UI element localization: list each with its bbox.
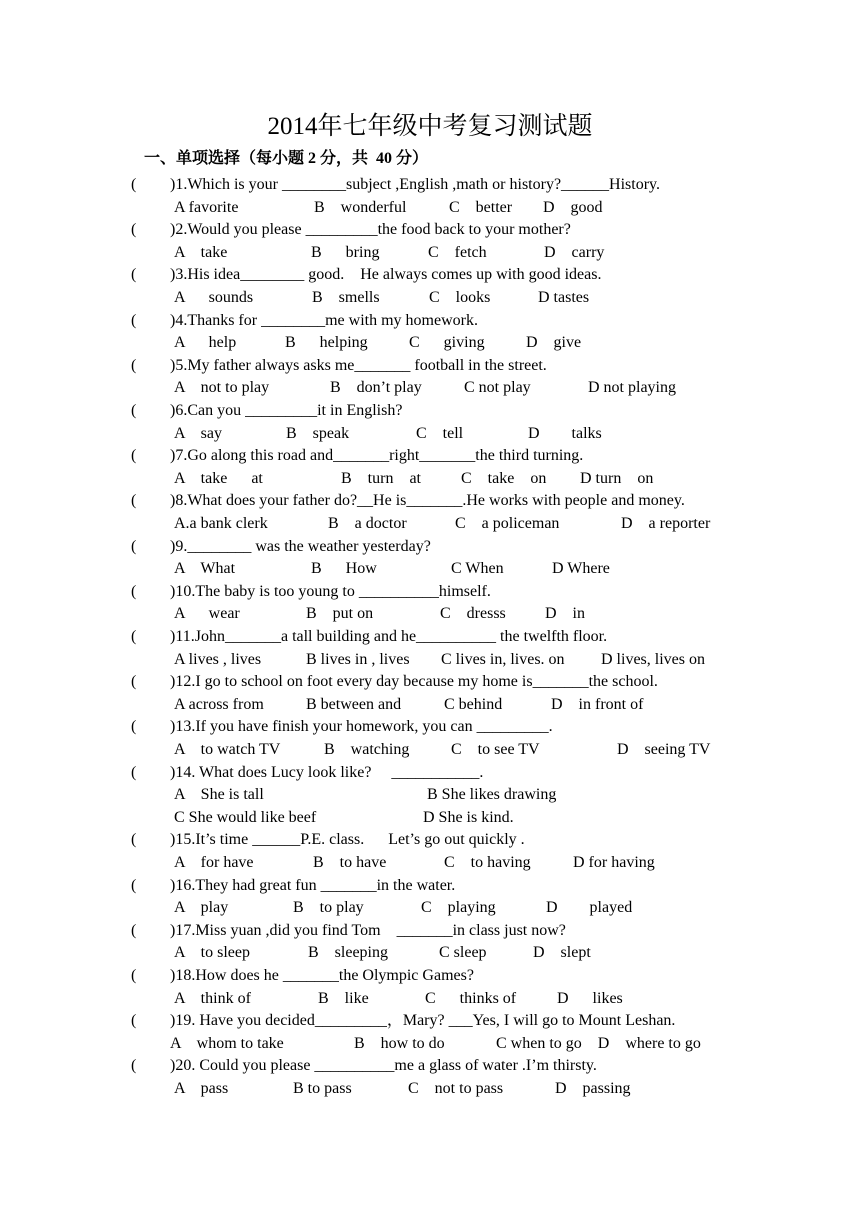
answer-bracket: (	[131, 718, 137, 736]
answer-option: D in	[545, 605, 585, 623]
answer-bracket: (	[131, 1057, 137, 1075]
question-stem: )19. Have you decided_________，Mary? ___Yes, I will go to Mount Leshan.	[170, 1012, 676, 1030]
answer-option: A What	[174, 560, 236, 578]
options-line	[0, 739, 860, 761]
answer-option: A pass	[174, 1080, 229, 1097]
question-stem: )18.How does he _______the Olympic Games?	[170, 967, 474, 984]
answer-option: D slept	[533, 944, 591, 962]
answer-option: C looks	[429, 289, 491, 306]
answer-option: C She would like beef	[174, 808, 317, 826]
question-line	[0, 219, 860, 241]
question-line	[0, 581, 860, 603]
answer-option: A take	[174, 243, 228, 261]
answer-bracket: (	[131, 492, 137, 510]
question-line	[0, 626, 860, 648]
question-line	[0, 310, 860, 332]
answer-bracket: (	[131, 876, 137, 894]
question-line	[0, 762, 860, 784]
question-line	[0, 174, 860, 196]
answer-option: B wonderful	[314, 198, 407, 216]
answer-bracket: (	[131, 266, 137, 284]
question-stem: )16.They had great fun _______in the water.	[170, 876, 456, 894]
question-stem: )15.It’s time ______P.E. class. Let’s go out quickly .	[170, 831, 525, 849]
answer-option: C lives in, lives. on	[441, 650, 565, 668]
answer-option: B She likes drawing	[427, 786, 557, 804]
answer-option: A help	[174, 334, 237, 352]
answer-option: C When	[451, 560, 504, 578]
answer-option: C a policeman	[455, 515, 560, 532]
answer-bracket: (	[131, 967, 137, 984]
question-line	[0, 965, 860, 987]
answer-option: D turn on	[580, 469, 654, 487]
page-title: 2014年七年级中考复习测试题	[267, 113, 593, 140]
answer-option: A across from	[174, 695, 264, 713]
answer-option: A not to play	[174, 379, 270, 397]
options-line	[0, 332, 860, 354]
answer-option: D passing	[555, 1080, 631, 1097]
answer-option: C playing	[421, 899, 496, 917]
answer-option: B lives in , lives	[306, 650, 410, 668]
answer-option: C when to go D where to go	[496, 1034, 701, 1052]
answer-option: A She is tall	[174, 786, 264, 804]
answer-bracket: (	[131, 582, 137, 600]
options-line	[0, 603, 860, 625]
answer-option: D good	[543, 198, 603, 216]
question-line	[0, 355, 860, 377]
answer-option: C sleep	[439, 944, 487, 962]
answer-option: C tell	[416, 424, 464, 442]
answer-option: B to have	[313, 854, 387, 871]
answer-bracket: (	[131, 402, 137, 419]
answer-option: C thinks of	[425, 989, 517, 1007]
options-line	[0, 468, 860, 490]
answer-option: A.a bank clerk	[174, 515, 268, 532]
answer-option: A take at	[174, 469, 263, 487]
question-line	[0, 445, 860, 467]
answer-option: D Where	[552, 560, 610, 578]
answer-option: D likes	[557, 989, 623, 1007]
answer-bracket: (	[131, 831, 137, 849]
options-line	[0, 988, 860, 1010]
answer-option: D seeing TV	[617, 741, 711, 758]
answer-option: D a reporter	[621, 515, 711, 532]
answer-option: D played	[546, 899, 633, 917]
answer-bracket: (	[131, 921, 137, 939]
answer-option: B put on	[306, 605, 374, 623]
answer-bracket: (	[131, 1012, 137, 1030]
answer-bracket: (	[131, 311, 137, 329]
answer-option: D in front of	[551, 695, 644, 713]
answer-option: B to pass	[293, 1080, 352, 1097]
answer-option: B bring	[311, 243, 380, 261]
question-line	[0, 671, 860, 693]
options-line	[0, 287, 860, 309]
answer-bracket: (	[131, 447, 137, 465]
options-line	[0, 242, 860, 264]
question-stem: )12.I go to school on foot every day because my home is_______the school.	[170, 673, 658, 691]
question-line	[0, 716, 860, 738]
answer-bracket: (	[131, 763, 137, 781]
answer-option: A play	[174, 899, 229, 917]
answer-bracket: (	[131, 673, 137, 691]
answer-option: C to having	[444, 854, 531, 871]
answer-option: A sounds	[174, 289, 254, 306]
answer-option: A for have	[174, 854, 254, 871]
options-line	[0, 852, 860, 874]
answer-bracket: (	[131, 537, 137, 555]
question-stem: )7.Go along this road and_______right_______the third turning.	[170, 447, 584, 465]
answer-bracket: (	[131, 176, 137, 193]
options-line	[0, 513, 860, 535]
answer-option: C giving	[409, 334, 485, 352]
question-stem: )3.His idea________ good. He always comes up with good ideas.	[170, 266, 602, 284]
options-line	[0, 558, 860, 580]
question-line	[0, 920, 860, 942]
question-stem: )9.________ was the weather yesterday?	[170, 537, 431, 555]
question-stem: )11.John_______a tall building and he__________ the twelfth floor.	[170, 628, 608, 645]
answer-option: B watching	[324, 741, 410, 758]
answer-option: B turn at	[341, 469, 421, 487]
answer-option: A say	[174, 424, 222, 442]
answer-option: C fetch	[428, 243, 487, 261]
answer-option: C take on	[461, 469, 547, 487]
answer-option: B don’t play	[330, 379, 422, 397]
options-line	[0, 1033, 860, 1055]
options-line	[0, 1078, 860, 1100]
question-line	[0, 536, 860, 558]
question-stem: )6.Can you _________it in English?	[170, 402, 403, 419]
answer-option: A whom to take	[170, 1034, 284, 1052]
answer-option: D lives, lives on	[601, 650, 705, 668]
options-line	[0, 807, 860, 829]
question-line	[0, 1055, 860, 1077]
answer-option: A to sleep	[174, 944, 250, 962]
answer-option: B like	[318, 989, 369, 1007]
answer-option: B smells	[312, 289, 380, 306]
question-stem: )20. Could you please __________me a glass of water .I’m thirsty.	[170, 1057, 597, 1075]
options-line	[0, 942, 860, 964]
question-stem: )13.If you have finish your homework, you can _________.	[170, 718, 553, 736]
answer-option: C dresss	[440, 605, 506, 623]
answer-option: A lives , lives	[174, 650, 262, 668]
answer-option: B sleeping	[308, 944, 388, 962]
answer-option: D carry	[544, 243, 605, 261]
answer-option: B a doctor	[328, 515, 407, 532]
answer-option: B between and	[306, 695, 402, 713]
answer-option: A favorite	[174, 198, 239, 216]
question-stem: )1.Which is your ________subject ,English ,math or history?______History.	[170, 176, 661, 193]
options-line	[0, 694, 860, 716]
options-line	[0, 377, 860, 399]
question-line	[0, 490, 860, 512]
question-line	[0, 400, 860, 422]
answer-option: C not to pass	[408, 1080, 504, 1097]
answer-option: B How	[311, 560, 377, 578]
options-line	[0, 423, 860, 445]
options-line	[0, 649, 860, 671]
answer-option: D She is kind.	[423, 808, 514, 826]
answer-bracket: (	[131, 628, 137, 645]
question-stem: )5.My father always asks me_______ football in the street.	[170, 356, 547, 374]
question-stem: )4.Thanks for ________me with my homework.	[170, 311, 478, 329]
options-line	[0, 897, 860, 919]
section-heading: 一、单项选择（每小题 2 分，共 40 分）	[144, 150, 429, 167]
answer-option: D not playing	[588, 379, 676, 397]
answer-option: C behind	[444, 695, 503, 713]
answer-bracket: (	[131, 221, 137, 239]
answer-option: B helping	[285, 334, 368, 352]
answer-option: A to watch TV	[174, 741, 281, 758]
answer-option: D give	[526, 334, 582, 352]
question-line	[0, 264, 860, 286]
answer-option: B speak	[286, 424, 350, 442]
answer-option: B to play	[293, 899, 364, 917]
answer-option: A wear	[174, 605, 240, 623]
answer-option: B how to do	[354, 1034, 445, 1052]
question-line	[0, 829, 860, 851]
question-line	[0, 1010, 860, 1032]
question-stem: )14. What does Lucy look like? ___________.	[170, 763, 484, 781]
answer-option: C not play	[464, 379, 531, 397]
answer-option: D for having	[573, 854, 655, 871]
question-stem: )2.Would you please _________the food back to your mother?	[170, 221, 571, 239]
answer-bracket: (	[131, 356, 137, 374]
question-stem: )10.The baby is too young to __________himself.	[170, 582, 491, 600]
options-line	[0, 784, 860, 806]
question-stem: )17.Miss yuan ,did you find Tom _______in class just now?	[170, 921, 566, 939]
question-stem: )8.What does your father do?__He is_______.He works with people and money.	[170, 492, 685, 510]
options-line	[0, 197, 860, 219]
answer-option: D talks	[528, 424, 602, 442]
answer-option: A think of	[174, 989, 251, 1007]
answer-option: D tastes	[538, 289, 590, 306]
answer-option: C to see TV	[451, 741, 540, 758]
answer-option: C better	[449, 198, 513, 216]
question-line	[0, 875, 860, 897]
